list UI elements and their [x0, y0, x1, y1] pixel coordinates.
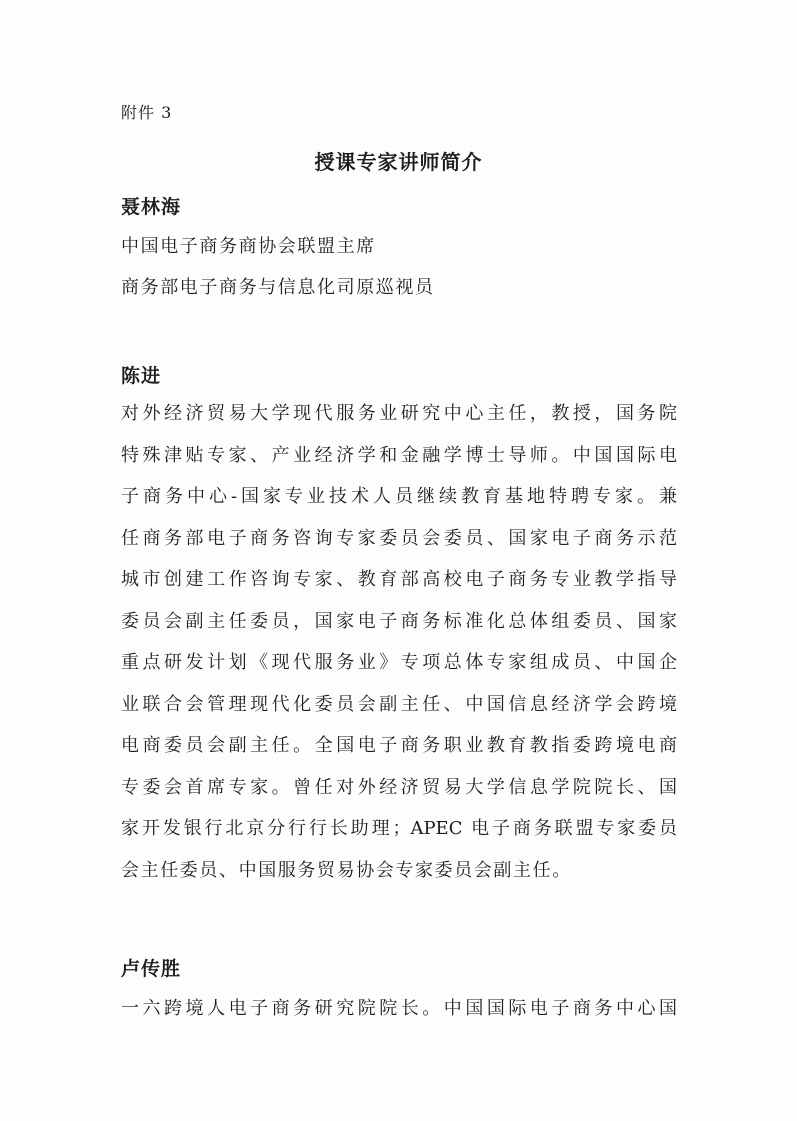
expert-bio-paragraph: [121, 400, 677, 898]
expert-name: 聂林海: [121, 196, 182, 218]
bio-line: 对外经济贸易大学现代服务业研究中心主任，教授，国务院: [121, 403, 677, 424]
expert-title-line: 商务部电子商务与信息化司原巡视员: [121, 277, 435, 298]
expert-bio-paragraph: [121, 995, 677, 1037]
bio-line: 特殊津贴专家、产业经济学和金融学博士导师。中国国际电: [121, 444, 677, 466]
expert-name: 陈进: [121, 365, 162, 387]
bio-line: 城市创建工作咨询专家、教育部高校电子商务专业教学指导: [121, 569, 677, 590]
bio-line: 一六跨境人电子商务研究院院长。中国国际电子商务中心国: [121, 998, 677, 1019]
bio-line: 专委会首席专家。曾任对外经济贸易大学信息学院院长、国: [121, 776, 677, 798]
bio-line: 任商务部电子商务咨询专家委员会委员、国家电子商务示范: [121, 527, 677, 549]
bio-line: 子商务中心-国家专业技术人员继续教育基地特聘专家。兼: [121, 486, 677, 507]
bio-line: 会主任委员、中国服务贸易协会专家委员会副主任。: [121, 859, 572, 881]
bio-line: 重点研发计划《现代服务业》专项总体专家组成员、中国企: [121, 652, 677, 673]
bio-line: 业联合会管理现代化委员会副主任、中国信息经济学会跨境: [121, 693, 677, 715]
bio-line: 电商委员会副主任。全国电子商务职业教育教指委跨境电商: [121, 735, 677, 756]
attachment-label: 附件 3: [121, 103, 173, 122]
page-title: 授课专家讲师简介: [314, 150, 483, 174]
expert-name: 卢传胜: [121, 958, 182, 980]
bio-line: 委员会副主任委员，国家电子商务标准化总体组委员、国家: [121, 610, 677, 632]
expert-title-line: 中国电子商务商协会联盟主席: [121, 236, 376, 257]
bio-line: 家开发银行北京分行行长助理；APEC 电子商务联盟专家委员: [121, 818, 677, 839]
